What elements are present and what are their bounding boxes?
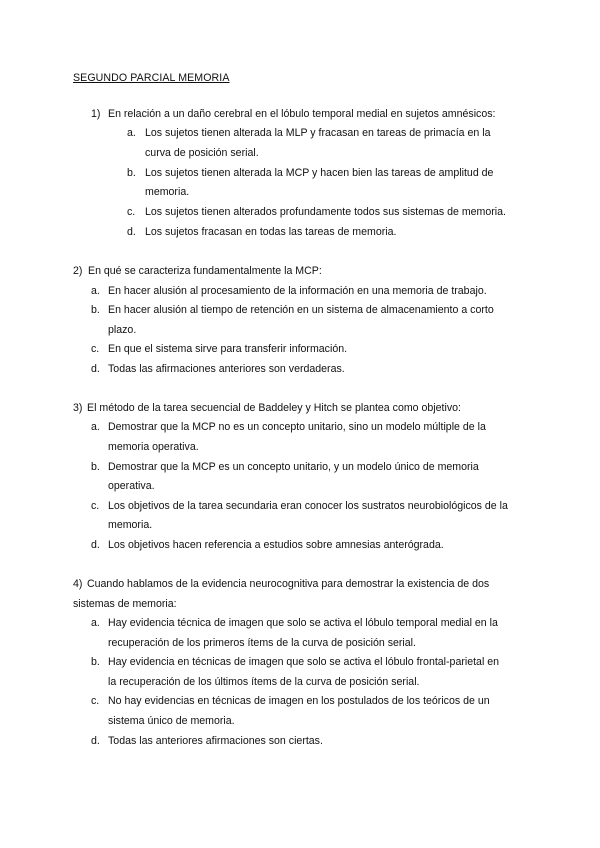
q1-option-a-line1: Los sujetos tienen alterada la MLP y fracasan en tareas de primacía en la <box>145 127 491 139</box>
question-4-number: 4) <box>73 578 83 590</box>
question-1-prompt: En relación a un daño cerebral en el lóbulo temporal medial en sujetos amnésicos: <box>108 108 496 120</box>
q4-option-c-line2: sistema único de memoria. <box>108 715 235 727</box>
q4-option-a-line1: Hay evidencia técnica de imagen que solo se activa el lóbulo temporal medial en la <box>108 617 498 629</box>
question-3-number: 3) <box>73 402 83 414</box>
question-1-number: 1) <box>91 108 101 120</box>
q1-option-c-letter: c. <box>127 206 136 218</box>
q3-option-c-letter: c. <box>91 500 100 512</box>
q2-option-c-letter: c. <box>91 343 100 355</box>
q4-option-c-letter: c. <box>91 695 100 707</box>
q1-option-a-letter: a. <box>127 127 136 139</box>
q1-option-a-line2: curva de posición serial. <box>145 147 259 159</box>
q4-option-a-letter: a. <box>91 617 100 629</box>
q4-option-b-line1: Hay evidencia en técnicas de imagen que solo se activa el lóbulo frontal-parietal en <box>108 656 500 668</box>
q2-option-b-letter: b. <box>91 304 100 316</box>
q3-option-b-line2: operativa. <box>108 480 155 492</box>
q3-option-a-letter: a. <box>91 421 100 433</box>
q1-option-b-line2: memoria. <box>145 186 190 198</box>
q3-option-c-line2: memoria. <box>108 519 153 531</box>
q4-option-c-line1: No hay evidencias en técnicas de imagen en los postulados de los teóricos de un <box>108 695 490 707</box>
question-4-prompt-line1: Cuando hablamos de la evidencia neurocognitiva para demostrar la existencia de dos <box>87 578 490 590</box>
q3-option-b-line1: Demostrar que la MCP es un concepto unitario, y un modelo único de memoria <box>108 461 479 473</box>
q3-option-d-line1: Los objetivos hacen referencia a estudios sobre amnesias anterógrada. <box>108 539 444 551</box>
q4-option-a-line2: recuperación de los primeros ítems de la curva de posición serial. <box>108 637 416 649</box>
q2-option-c-line1: En que el sistema sirve para transferir información. <box>108 343 348 355</box>
page-title: SEGUNDO PARCIAL MEMORIA <box>73 72 230 84</box>
q2-option-b-line2: plazo. <box>108 324 137 336</box>
q2-option-a-letter: a. <box>91 285 100 297</box>
q1-option-b-letter: b. <box>127 167 136 179</box>
q1-option-d-letter: d. <box>127 226 136 238</box>
q3-option-a-line1: Demostrar que la MCP no es un concepto unitario, sino un modelo múltiple de la <box>108 421 486 433</box>
q1-option-c-line1: Los sujetos tienen alterados profundamente todos sus sistemas de memoria. <box>145 206 506 218</box>
question-4-prompt-line2: sistemas de memoria: <box>73 598 177 610</box>
q4-option-d-letter: d. <box>91 735 100 747</box>
q3-option-c-line1: Los objetivos de la tarea secundaria eran conocer los sustratos neurobiológicos de la <box>108 500 508 512</box>
q4-option-b-letter: b. <box>91 656 100 668</box>
q2-option-a-line1: En hacer alusión al procesamiento de la información en una memoria de trabajo. <box>108 285 487 297</box>
q3-option-d-letter: d. <box>91 539 100 551</box>
q4-option-b-line2: la recuperación de los últimos ítems de la curva de posición serial. <box>108 676 420 688</box>
q1-option-b-line1: Los sujetos tienen alterada la MCP y hacen bien las tareas de amplitud de <box>145 167 494 179</box>
question-2-number: 2) <box>73 265 83 277</box>
question-2-prompt: En qué se caracteriza fundamentalmente la MCP: <box>88 265 322 277</box>
q3-option-b-letter: b. <box>91 461 100 473</box>
q4-option-d-line1: Todas las anteriores afirmaciones son ciertas. <box>108 735 323 747</box>
question-3-prompt: El método de la tarea secuencial de Baddeley y Hitch se plantea como objetivo: <box>87 402 461 414</box>
q2-option-b-line1: En hacer alusión al tiempo de retención en un sistema de almacenamiento a corto <box>108 304 494 316</box>
q2-option-d-line1: Todas las afirmaciones anteriores son verdaderas. <box>108 363 345 375</box>
q1-option-d-line1: Los sujetos fracasan en todas las tareas de memoria. <box>145 226 397 238</box>
q3-option-a-line2: memoria operativa. <box>108 441 199 453</box>
q2-option-d-letter: d. <box>91 363 100 375</box>
